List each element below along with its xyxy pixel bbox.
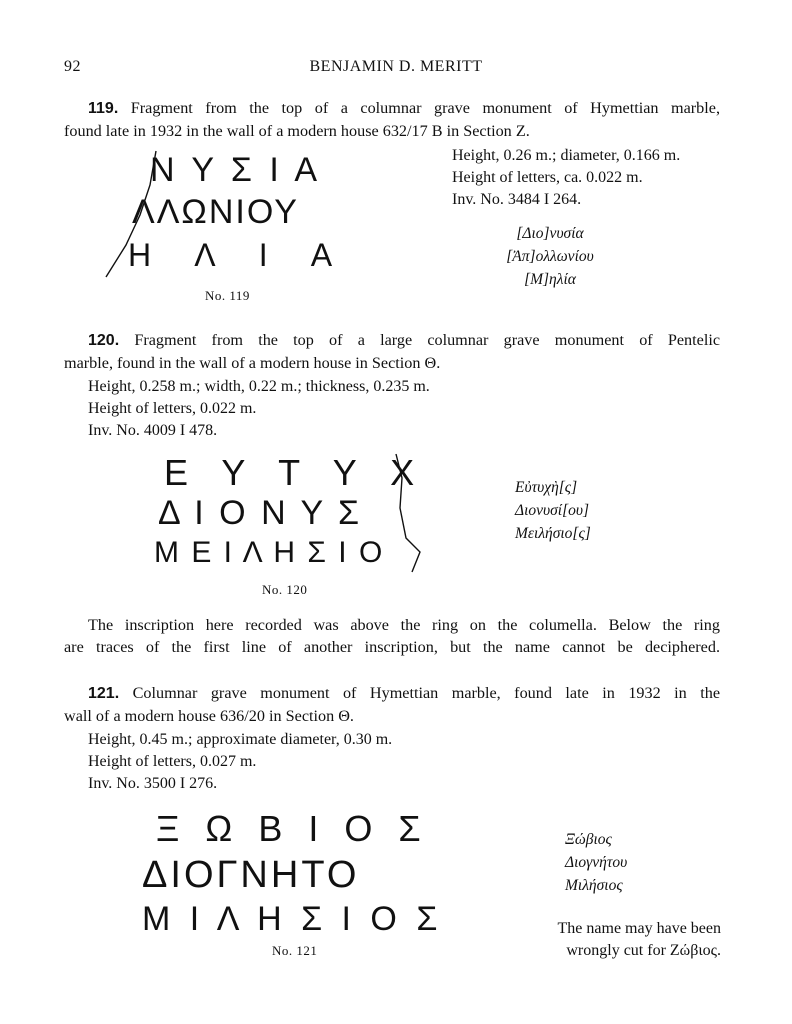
entry-121-measurements: Height, 0.45 m.; approximate diameter, 0.30 m. Height of letters, 0.027 m. Inv. No. 3500 I 276. <box>88 731 393 792</box>
page-number: 92 <box>64 58 81 75</box>
transcription-119: [Διο]νυσία [Ἀπ]ολλωνίου [Μ]ηλία <box>506 225 594 288</box>
transcription-120: Εὐτυχὴ[ς] Διονυσί[ου] Μειλήσιο[ς] <box>515 479 591 542</box>
drawing-119-line-1: Ν Υ Σ Ι Α <box>150 151 322 189</box>
drawing-121-line-1: Ξ Ω Β Ι Ο Σ <box>156 808 429 849</box>
drawing-120-line-3: Μ Ε Ι Λ Η Σ Ι Ο <box>154 536 385 569</box>
entry-120-note: The inscription here recorded was above the ring on the columella. Below the ring are traces of the first line of another inscription, but the name cannot be deciphered. <box>64 616 720 656</box>
entry-121-description: 121. Columnar grave monument of Hymettian marble, found late in 1932 in the wall of a modern house 636/20 in Section Θ. <box>64 684 721 725</box>
entry-121-number: 121. <box>88 685 120 702</box>
entry-120-measurements: Height, 0.258 m.; width, 0.22 m.; thickness, 0.235 m. Height of letters, 0.022 m. Inv. No. 4009 I 478. <box>88 378 430 439</box>
caption-121: No. 121 <box>272 943 318 958</box>
drawing-121-line-3: Μ Ι Λ Η Σ Ι Ο Σ <box>142 900 443 938</box>
running-title: BENJAMIN D. MERITT <box>309 58 483 75</box>
drawing-119-line-2: ΛΛΩΝΙΟΥ <box>132 193 299 231</box>
drawing-120-line-1: Ε Υ Τ Υ Χ <box>164 452 427 493</box>
entry-120-number: 120. <box>88 332 120 349</box>
caption-120: No. 120 <box>262 582 308 597</box>
transcription-121: Ξώβιος Διογνήτου Μιλήσιος <box>565 831 628 894</box>
caption-119: No. 119 <box>205 288 250 303</box>
entry-119-description: 119. Fragment from the top of a columnar grave monument of Hymettian marble, found late in 1932 in the wall of a modern house 632/17 B in Section Z. <box>64 99 720 140</box>
drawing-120-line-2: Δ Ι Ο Ν Υ Σ <box>158 494 362 532</box>
drawing-121-line-2: ΔΙΟΓΝΗΤΟ <box>142 854 360 896</box>
entry-119-measurements: Height, 0.26 m.; diameter, 0.166 m. Height of letters, ca. 0.022 m. Inv. No. 3484 I 264. <box>452 147 681 208</box>
drawing-119-line-3: Η Λ Ι Α <box>128 237 351 273</box>
entry-120-drawing <box>150 448 430 578</box>
entry-120-description: 120. Fragment from the top of a large columnar grave monument of Pentelic marble, found in the wall of a modern house in Section Θ. <box>64 331 720 372</box>
entry-119-drawing <box>100 145 390 285</box>
entry-121-note: The name may have been wrongly cut for Ζώβιος. <box>557 920 721 959</box>
entry-121-drawing <box>138 806 458 946</box>
entry-119-number: 119. <box>88 100 119 117</box>
